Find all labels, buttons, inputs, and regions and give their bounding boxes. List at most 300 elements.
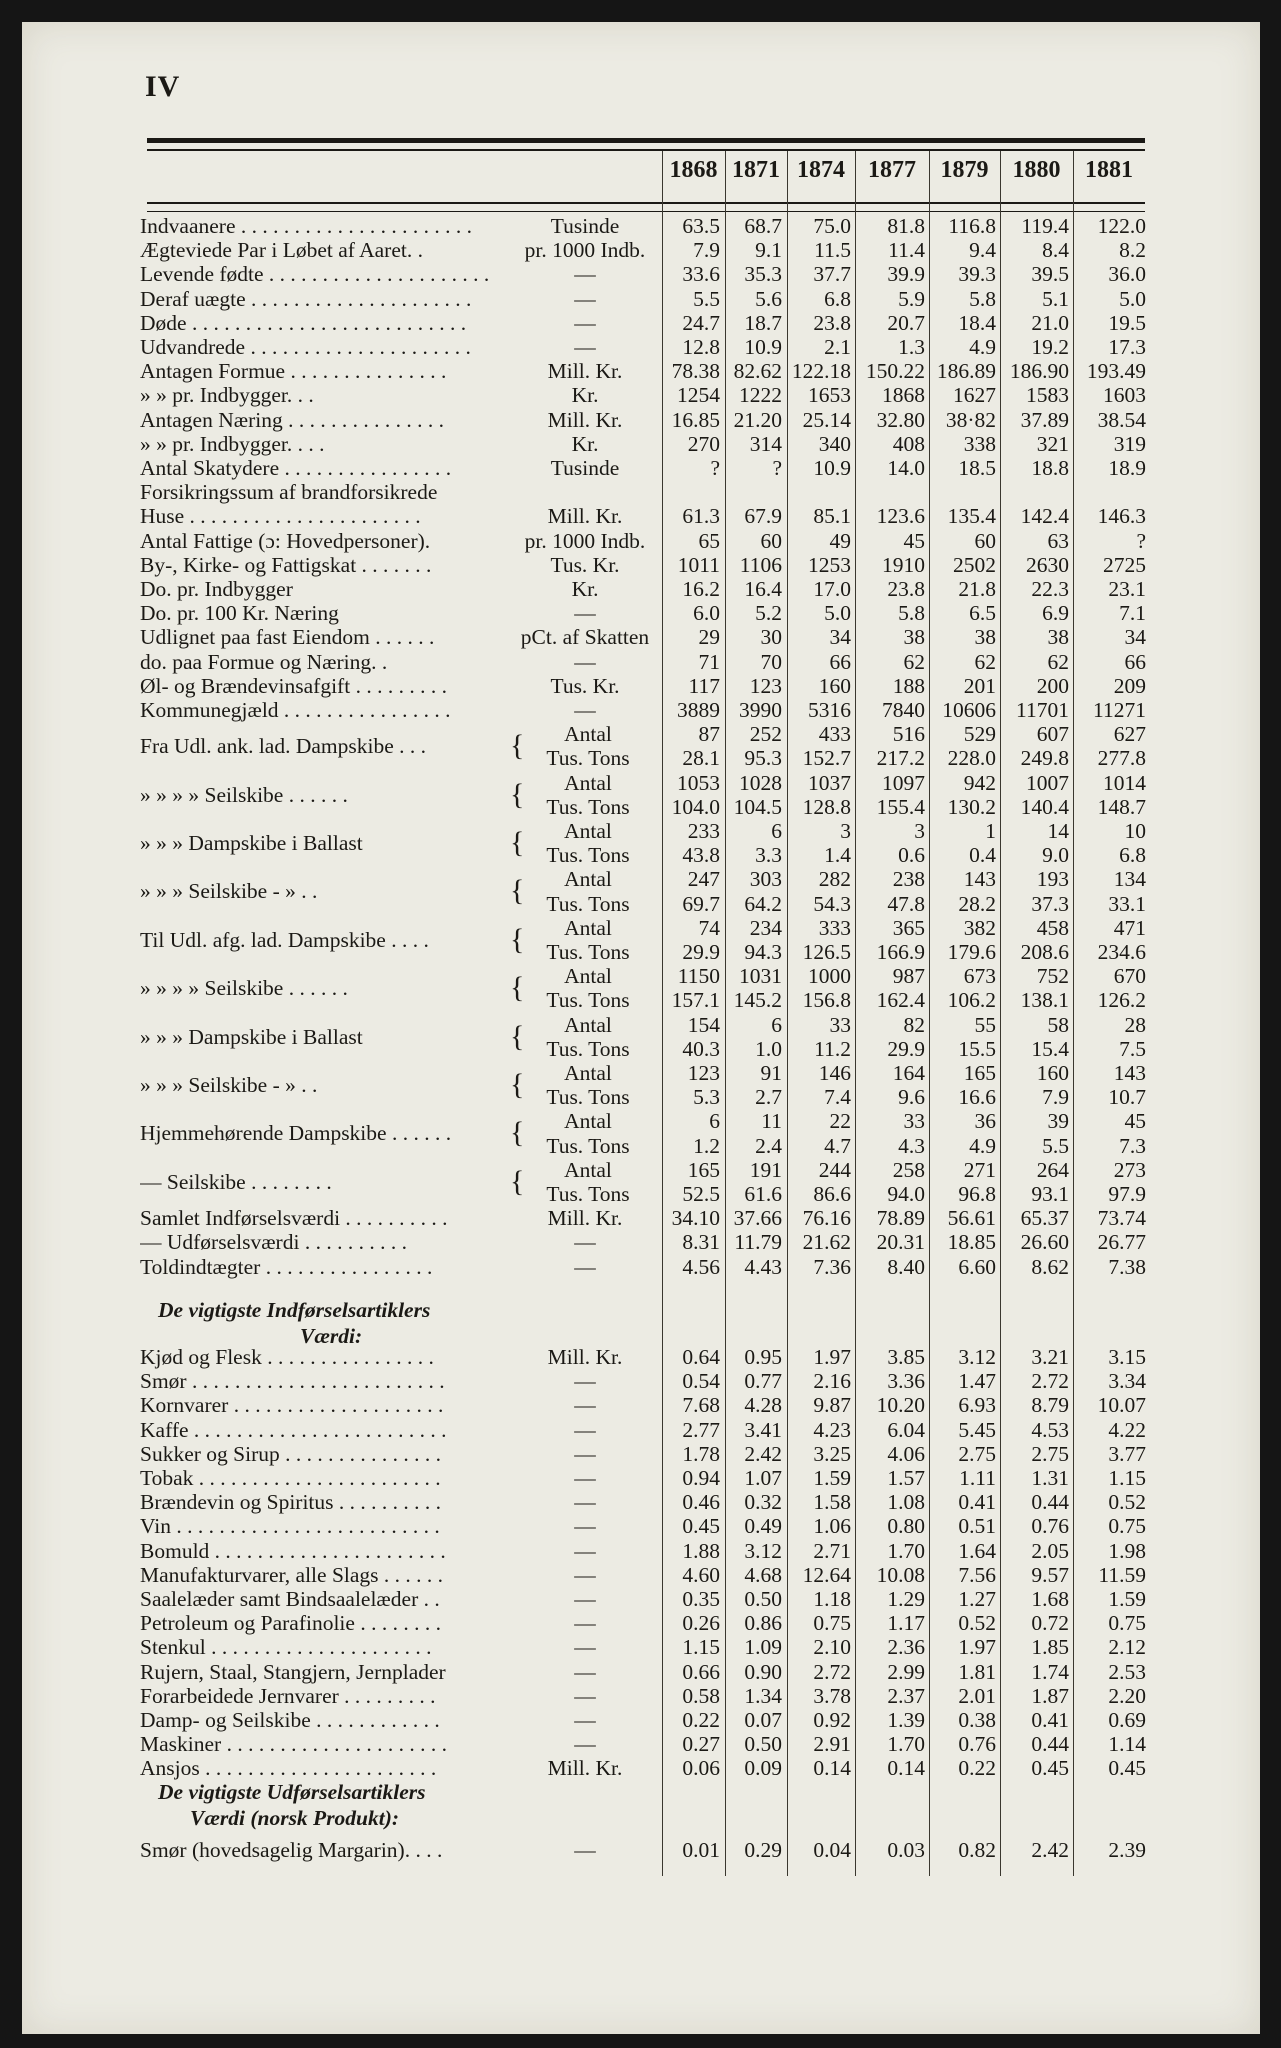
row-value-1868: 0.66 <box>682 1659 720 1684</box>
row-value-1879: 6.93 <box>958 1393 996 1418</box>
year-header: 1880 <box>1012 157 1061 183</box>
row-value-1877: 7840 <box>882 698 925 722</box>
row-unit: — <box>574 1635 596 1660</box>
row-value-1874: 152.7 <box>802 746 851 771</box>
row-label: Petroleum og Parafinolie . . . . . . . . <box>140 1611 441 1636</box>
row-value-1877: 1.39 <box>887 1708 925 1732</box>
row-unit: — <box>574 1708 596 1732</box>
row-unit: — <box>574 601 596 626</box>
row-value-1879: 56.61 <box>947 1206 996 1231</box>
row-value-1868: 52.5 <box>682 1182 720 1206</box>
row-value-1880: 93.1 <box>1031 1182 1069 1206</box>
brace-icon: { <box>510 874 525 908</box>
row-value-1877: 11.4 <box>888 238 925 263</box>
row-label: Huse . . . . . . . . . . . . . . . . . . . . . . <box>140 504 421 529</box>
row-value-1871: 70 <box>760 649 782 674</box>
table-row <box>0 1684 1281 1708</box>
row-unit: — <box>574 1393 596 1418</box>
row-value-1871: 3.41 <box>744 1417 782 1442</box>
table-row <box>0 1061 1281 1097</box>
row-value-1871: 0.32 <box>744 1490 782 1515</box>
row-value-1874: 75.0 <box>813 214 851 238</box>
row-value-1880: 264 <box>1036 1157 1069 1182</box>
row-value-1881: 17.3 <box>1108 335 1146 359</box>
row-value-1879: 135.4 <box>947 504 996 529</box>
row-unit: Antal <box>564 915 612 940</box>
row-value-1868: 34.10 <box>671 1206 720 1231</box>
row-label: Maskiner . . . . . . . . . . . . . . . . . . . . . <box>140 1732 447 1757</box>
row-value-1881: 2.12 <box>1108 1635 1146 1660</box>
row-value-1881: 0.45 <box>1108 1756 1146 1781</box>
table-row <box>0 1660 1281 1684</box>
row-value-1874: 21.62 <box>802 1230 851 1255</box>
row-value-1881: 627 <box>1113 722 1146 747</box>
row-unit: — <box>574 1369 596 1394</box>
row-value-1868: 29.9 <box>682 940 720 964</box>
row-value-1871: 4.43 <box>744 1254 782 1279</box>
row-value-1871: 252 <box>749 722 782 747</box>
row-value-1868: 154 <box>687 1012 720 1037</box>
table-row <box>0 529 1281 553</box>
row-label: Ansjos . . . . . . . . . . . . . . . . . . . . . . <box>140 1756 437 1781</box>
row-value-1879: 55 <box>974 1012 996 1037</box>
row-value-1879: 143 <box>963 867 996 892</box>
table-row <box>0 408 1281 432</box>
row-value-1868: 0.01 <box>682 1838 720 1862</box>
row-value-1880: 200 <box>1036 673 1069 698</box>
row-value-1881: 34 <box>1124 625 1146 650</box>
row-value-1879: 0.76 <box>958 1732 996 1757</box>
table-row <box>0 795 1281 819</box>
row-value-1877: 1.70 <box>887 1732 925 1757</box>
row-value-1868: 270 <box>687 431 720 456</box>
row-label: Forarbeidede Jernvarer . . . . . . . . . <box>140 1683 436 1708</box>
table-row <box>0 1085 1281 1109</box>
row-value-1880: 14 <box>1047 819 1069 843</box>
row-value-1868: 157.1 <box>671 988 720 1013</box>
row-value-1881: 319 <box>1113 431 1146 456</box>
row-value-1879: 96.8 <box>958 1182 996 1206</box>
row-value-1871: 1.07 <box>744 1466 782 1490</box>
row-value-1868: 6.0 <box>693 601 720 626</box>
row-value-1874: 122.18 <box>791 359 851 384</box>
row-value-1879: 4.9 <box>969 335 996 359</box>
brace-icon: { <box>510 1164 525 1198</box>
row-value-1874: 2.71 <box>813 1538 851 1563</box>
row-value-1874: 160 <box>818 673 851 698</box>
row-value-1881: 0.75 <box>1108 1514 1146 1539</box>
row-value-1881: 4.22 <box>1108 1417 1146 1442</box>
row-value-1880: 2.05 <box>1031 1538 1069 1563</box>
row-value-1868: 33.6 <box>682 262 720 287</box>
row-value-1874: 66 <box>829 649 851 674</box>
row-value-1871: 123 <box>749 673 782 698</box>
row-value-1881: 0.69 <box>1108 1708 1146 1732</box>
row-value-1879: 0.51 <box>958 1514 996 1539</box>
row-unit: Tusinde <box>550 214 620 238</box>
row-value-1881: 234.6 <box>1097 940 1146 964</box>
row-value-1874: 3 <box>840 819 851 843</box>
table-row <box>0 1539 1281 1563</box>
row-value-1871: 95.3 <box>744 746 782 771</box>
row-value-1880: 8.79 <box>1031 1393 1069 1418</box>
row-value-1877: 32.80 <box>876 407 925 432</box>
row-value-1881: 1603 <box>1103 383 1146 408</box>
row-value-1871: 1.09 <box>744 1635 782 1660</box>
row-value-1881: 10.7 <box>1108 1085 1146 1110</box>
row-label: Udvandrede . . . . . . . . . . . . . . . . . . . . . <box>140 335 471 359</box>
row-value-1881: 18.9 <box>1108 456 1146 480</box>
row-value-1881: 1.59 <box>1108 1587 1146 1611</box>
row-label: Toldindtægter . . . . . . . . . . . . . . . . <box>140 1254 433 1279</box>
row-unit: — <box>574 1659 596 1684</box>
row-label: » » » Dampskibe i Ballast <box>140 831 363 855</box>
row-unit: — <box>574 649 596 674</box>
row-value-1881: 1014 <box>1103 770 1146 795</box>
section-heading-imports-line1: De vigtigste Indførselsartiklers <box>158 1298 431 1322</box>
row-value-1880: 208.6 <box>1020 940 1069 964</box>
row-label: Antal Fattige (ɔ: Hovedpersoner). <box>140 528 431 553</box>
row-value-1874: 128.8 <box>802 794 851 819</box>
row-value-1871: 9.1 <box>755 238 782 263</box>
row-unit: Tus. Tons <box>546 843 630 868</box>
row-value-1871: 104.5 <box>733 794 782 819</box>
row-value-1877: 217.2 <box>876 746 925 771</box>
row-value-1871: 60 <box>760 528 782 553</box>
table-row <box>0 359 1281 383</box>
row-value-1879: 9.4 <box>969 238 996 263</box>
row-value-1874: 54.3 <box>813 891 851 916</box>
row-value-1877: 20.7 <box>887 310 925 335</box>
row-value-1881: 8.2 <box>1119 238 1146 263</box>
row-value-1877: 5.8 <box>898 601 925 626</box>
row-value-1881: 23.1 <box>1108 577 1146 601</box>
row-value-1879: 1627 <box>953 383 996 408</box>
row-value-1880: 0.41 <box>1031 1708 1069 1732</box>
row-value-1879: 0.82 <box>958 1838 996 1862</box>
row-value-1881: 7.1 <box>1119 601 1146 626</box>
row-label: Levende fødte . . . . . . . . . . . . . . . . . . . . . <box>140 262 490 287</box>
row-label: Antal Skatydere . . . . . . . . . . . . . . . . <box>140 456 452 480</box>
row-value-1868: 7.68 <box>682 1393 720 1418</box>
row-value-1871: 64.2 <box>744 891 782 916</box>
row-value-1874: 1.4 <box>824 843 851 868</box>
row-value-1874: 25.14 <box>802 407 851 432</box>
row-value-1871: 82.62 <box>733 359 782 384</box>
row-unit: pr. 1000 Indb. <box>524 238 646 263</box>
row-value-1871: ? <box>772 456 782 480</box>
row-label: Deraf uægte . . . . . . . . . . . . . . . . . . . . . <box>140 286 472 311</box>
row-value-1880: 37.3 <box>1031 891 1069 916</box>
row-unit: — <box>574 1587 596 1611</box>
row-value-1871: 1.0 <box>755 1036 782 1061</box>
row-value-1877: 9.6 <box>898 1085 925 1110</box>
row-label: Damp- og Seilskibe . . . . . . . . . . . . <box>140 1708 440 1732</box>
row-label: Ægteviede Par i Løbet af Aaret. . <box>140 238 423 263</box>
row-value-1874: 126.5 <box>802 940 851 964</box>
table-row <box>0 601 1281 625</box>
row-unit: Tus. Tons <box>546 1133 630 1158</box>
row-value-1879: 18.5 <box>958 456 996 480</box>
row-value-1880: 8.62 <box>1031 1254 1069 1279</box>
table-row <box>0 1708 1281 1732</box>
table-row <box>0 1587 1281 1611</box>
row-value-1868: 233 <box>687 819 720 843</box>
year-header: 1879 <box>940 157 989 183</box>
table-row <box>0 819 1281 855</box>
table-row <box>0 238 1281 262</box>
row-unit: Antal <box>564 819 612 843</box>
row-value-1879: 1.64 <box>958 1538 996 1563</box>
row-value-1880: 38 <box>1047 625 1069 650</box>
row-label: By-, Kirke- og Fattigskat . . . . . . . <box>140 552 432 577</box>
row-value-1879: 0.41 <box>958 1490 996 1515</box>
row-value-1871: 67.9 <box>744 504 782 529</box>
row-value-1871: 234 <box>749 915 782 940</box>
row-value-1874: 0.92 <box>813 1708 851 1732</box>
brace-icon: { <box>510 1116 525 1150</box>
row-value-1868: 28.1 <box>682 746 720 771</box>
table-row <box>0 674 1281 698</box>
row-value-1880: 39 <box>1047 1109 1069 1134</box>
row-label: Samlet Indførselsværdi . . . . . . . . . . <box>140 1206 448 1231</box>
table-row <box>0 1393 1281 1417</box>
table-row <box>0 214 1281 238</box>
row-unit: Antal <box>564 1012 612 1037</box>
row-value-1879: 271 <box>963 1157 996 1182</box>
year-header: 1874 <box>797 157 845 183</box>
row-unit: Antal <box>564 722 612 747</box>
row-value-1877: 155.4 <box>876 794 925 819</box>
row-value-1877: 164 <box>892 1061 925 1085</box>
row-value-1879: 1 <box>985 819 996 843</box>
row-value-1877: 10.20 <box>876 1393 925 1418</box>
row-value-1879: 6.5 <box>969 601 996 626</box>
row-value-1877: 47.8 <box>887 891 925 916</box>
row-unit: Tus. Tons <box>546 1182 630 1206</box>
row-value-1874: 11.2 <box>814 1036 851 1061</box>
row-label: » » pr. Indbygger. . . <box>140 383 314 408</box>
row-value-1877: 0.6 <box>898 843 925 868</box>
row-unit: — <box>574 1254 596 1279</box>
row-label: Rujern, Staal, Stangjern, Jernplader <box>140 1659 446 1684</box>
row-unit: Mill. Kr. <box>547 1756 623 1781</box>
row-value-1880: 2.72 <box>1031 1369 1069 1394</box>
row-value-1881: 7.3 <box>1119 1133 1146 1158</box>
row-unit: Mill. Kr. <box>547 1206 623 1231</box>
row-value-1880: 140.4 <box>1020 794 1069 819</box>
row-value-1874: 4.23 <box>813 1417 851 1442</box>
row-label: — Udførselsværdi . . . . . . . . . . <box>140 1230 407 1255</box>
page-number: IV <box>145 70 181 103</box>
row-value-1868: 123 <box>687 1061 720 1085</box>
row-value-1868: ? <box>710 456 720 480</box>
row-value-1879: 4.9 <box>969 1133 996 1158</box>
row-unit: — <box>574 1538 596 1563</box>
row-unit: Tus. Tons <box>546 1036 630 1061</box>
row-value-1871: 21.20 <box>733 407 782 432</box>
row-value-1880: 752 <box>1036 964 1069 989</box>
row-value-1871: 4.28 <box>744 1393 782 1418</box>
row-value-1881: 6.8 <box>1119 843 1146 868</box>
row-value-1874: 1.06 <box>813 1514 851 1539</box>
row-value-1871: 145.2 <box>733 988 782 1013</box>
row-unit: — <box>574 1683 596 1708</box>
row-value-1877: 408 <box>892 431 925 456</box>
table-row <box>0 1369 1281 1393</box>
row-unit: Tusinde <box>550 456 620 480</box>
row-value-1871: 5.2 <box>755 601 782 626</box>
row-value-1868: 1.78 <box>682 1441 720 1466</box>
row-value-1877: 1868 <box>882 383 925 408</box>
row-value-1880: 62 <box>1047 649 1069 674</box>
row-value-1871: 0.95 <box>744 1345 782 1369</box>
row-value-1879: 2502 <box>953 552 996 577</box>
row-value-1868: 165 <box>687 1157 720 1182</box>
row-value-1881: 134 <box>1113 867 1146 892</box>
row-value-1874: 0.04 <box>813 1838 851 1862</box>
row-unit: Tus. Kr. <box>550 673 620 698</box>
row-value-1879: 21.8 <box>958 577 996 601</box>
row-value-1874: 4.7 <box>824 1133 851 1158</box>
row-value-1877: 10.08 <box>876 1562 925 1587</box>
row-value-1881: 19.5 <box>1108 310 1146 335</box>
table-row <box>0 1563 1281 1587</box>
row-value-1871: 5.6 <box>755 286 782 311</box>
row-value-1879: 1.47 <box>958 1369 996 1394</box>
row-value-1868: 6 <box>709 1109 720 1134</box>
row-value-1874: 1653 <box>808 383 851 408</box>
row-value-1881: 66 <box>1124 649 1146 674</box>
row-value-1874: 2.1 <box>824 335 851 359</box>
row-value-1871: 30 <box>760 625 782 650</box>
row-label: Sukker og Sirup . . . . . . . . . . . . . . . <box>140 1441 441 1466</box>
row-value-1868: 16.2 <box>682 577 720 601</box>
row-value-1879: 382 <box>963 915 996 940</box>
row-value-1880: 37.89 <box>1020 407 1069 432</box>
row-unit: Antal <box>564 1157 612 1182</box>
row-value-1877: 166.9 <box>876 940 925 964</box>
table-row <box>0 287 1281 311</box>
row-value-1881: 36.0 <box>1108 262 1146 287</box>
row-value-1874: 22 <box>829 1109 851 1134</box>
row-value-1881: 38.54 <box>1097 407 1146 432</box>
table-row <box>0 1345 1281 1369</box>
table-row <box>0 1490 1281 1514</box>
row-value-1881: 7.38 <box>1108 1254 1146 1279</box>
row-value-1868: 4.60 <box>682 1562 720 1587</box>
row-value-1879: 60 <box>974 528 996 553</box>
row-value-1874: 1037 <box>808 770 851 795</box>
row-value-1874: 3.25 <box>813 1441 851 1466</box>
row-unit: Mill. Kr. <box>547 359 623 384</box>
table-row <box>0 650 1281 674</box>
row-value-1868: 0.27 <box>682 1732 720 1757</box>
row-value-1868: 87 <box>698 722 720 747</box>
row-value-1874: 5316 <box>808 698 851 722</box>
row-value-1874: 37.7 <box>813 262 851 287</box>
row-value-1871: 191 <box>749 1157 782 1182</box>
row-label: Tobak . . . . . . . . . . . . . . . . . . . . . . . <box>140 1466 441 1490</box>
row-value-1880: 21.0 <box>1031 310 1069 335</box>
row-unit: Tus. Tons <box>546 940 630 964</box>
row-value-1879: 673 <box>963 964 996 989</box>
row-value-1880: 186.90 <box>1009 359 1069 384</box>
table-row <box>0 1206 1281 1230</box>
row-value-1880: 607 <box>1036 722 1069 747</box>
year-header: 1871 <box>732 157 780 183</box>
row-value-1874: 9.87 <box>813 1393 851 1418</box>
table-row <box>0 625 1281 649</box>
row-label: Manufakturvarer, alle Slags . . . . . . <box>140 1562 444 1587</box>
row-label: Do. pr. 100 Kr. Næring <box>140 601 339 626</box>
row-value-1881: 193.49 <box>1086 359 1146 384</box>
row-value-1879: 165 <box>963 1061 996 1085</box>
table-row <box>0 1466 1281 1490</box>
row-value-1874: 433 <box>818 722 851 747</box>
row-value-1879: 39.3 <box>958 262 996 287</box>
row-value-1868: 0.45 <box>682 1514 720 1539</box>
row-value-1880: 58 <box>1047 1012 1069 1037</box>
row-label: Øl- og Brændevinsafgift . . . . . . . . . <box>140 673 447 698</box>
row-label: Vin . . . . . . . . . . . . . . . . . . . . . . . . . <box>140 1514 440 1539</box>
row-unit: — <box>574 698 596 722</box>
table-row <box>0 1838 1281 1862</box>
section-heading-exports-line1: De vigtigste Udførselsartiklers <box>158 1780 426 1804</box>
row-value-1881: 146.3 <box>1097 504 1146 529</box>
row-value-1871: 1106 <box>739 552 782 577</box>
row-value-1868: 71 <box>698 649 720 674</box>
row-value-1879: 0.4 <box>969 843 996 868</box>
row-value-1879: 15.5 <box>958 1036 996 1061</box>
row-value-1877: 162.4 <box>876 988 925 1013</box>
row-value-1880: 22.3 <box>1031 577 1069 601</box>
row-value-1881: 122.0 <box>1097 214 1146 238</box>
row-value-1880: 1.85 <box>1031 1635 1069 1660</box>
row-value-1871: 0.09 <box>744 1756 782 1781</box>
table-row <box>0 1611 1281 1635</box>
row-value-1868: 0.06 <box>682 1756 720 1781</box>
row-unit: — <box>574 1611 596 1636</box>
row-value-1868: 4.56 <box>682 1254 720 1279</box>
row-value-1877: 238 <box>892 867 925 892</box>
row-value-1881: 0.52 <box>1108 1490 1146 1515</box>
row-value-1868: 29 <box>698 625 720 650</box>
row-value-1868: 16.85 <box>671 407 720 432</box>
row-value-1880: 65.37 <box>1020 1206 1069 1231</box>
row-value-1877: 62 <box>903 649 925 674</box>
row-value-1874: 1.18 <box>813 1587 851 1611</box>
row-value-1879: 3.12 <box>958 1345 996 1369</box>
row-value-1874: 10.9 <box>813 456 851 480</box>
row-value-1874: 0.14 <box>813 1756 851 1781</box>
row-value-1879: 942 <box>963 770 996 795</box>
row-value-1881: 28 <box>1124 1012 1146 1037</box>
row-value-1880: 19.2 <box>1031 335 1069 359</box>
row-value-1871: 6 <box>771 1012 782 1037</box>
row-label: Brændevin og Spiritus . . . . . . . . . . <box>140 1490 442 1515</box>
row-value-1871: 37.66 <box>733 1206 782 1231</box>
row-value-1868: 0.58 <box>682 1683 720 1708</box>
brace-icon: { <box>510 971 525 1005</box>
row-value-1868: 63.5 <box>682 214 720 238</box>
row-value-1880: 2.75 <box>1031 1441 1069 1466</box>
row-label: Til Udl. afg. lad. Dampskibe . . . . <box>140 927 429 952</box>
row-value-1868: 1.88 <box>682 1538 720 1563</box>
row-value-1881: 126.2 <box>1097 988 1146 1013</box>
row-value-1879: 1.11 <box>959 1466 996 1490</box>
row-value-1874: 1253 <box>808 552 851 577</box>
